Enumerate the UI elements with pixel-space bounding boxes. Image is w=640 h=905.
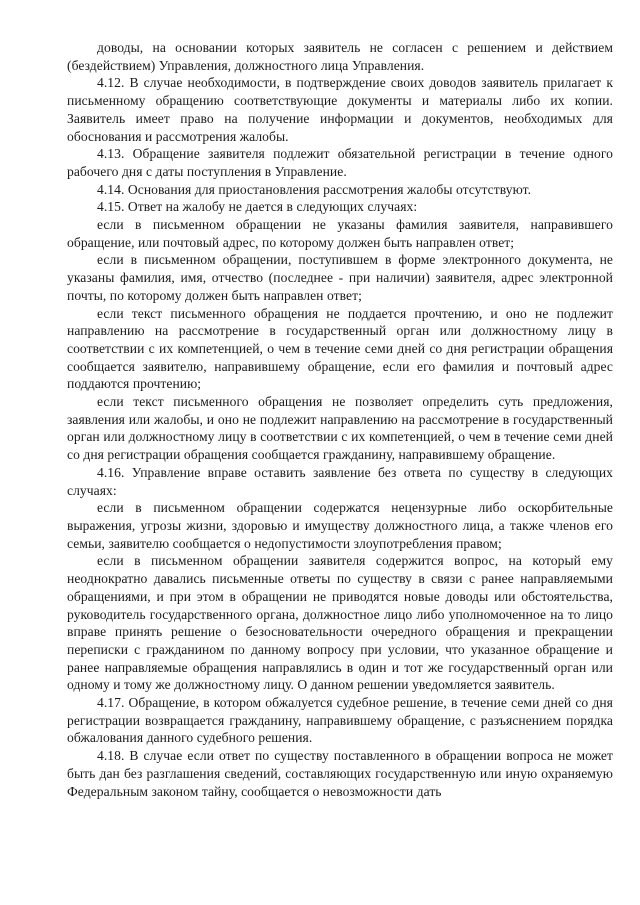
document-body	[67, 39, 613, 800]
list-item: если в письменном обращении, поступившем в форме электронного документа, не указаны фамилия, имя, отчество (последнее - при наличии) заявителя, адрес электронной почты, по которому должен быть направлен ответ;	[67, 252, 613, 303]
list-item: если в письменном обращении не указаны фамилия заявителя, направившего обращение, или почтовый адрес, по которому должен быть направлен ответ;	[67, 217, 613, 250]
paragraph-4-18: 4.18. В случае если ответ по существу поставленного в обращении вопроса не может быть дан без разглашения сведений, составляющих государственную или иную охраняемую Федеральным законом тайну, сообщается о невозможности дать	[67, 748, 613, 799]
paragraph-4-16: 4.16. Управление вправе оставить заявление без ответа по существу в следующих случаях:	[67, 464, 613, 498]
paragraph-4-17: 4.17. Обращение, в котором обжалуется судебное решение, в течение семи дней со дня регистрации возвращается гражданину, направившему обращение, с разъяснением порядка обжалования данного судебного решения.	[67, 695, 613, 746]
paragraph-continuation: доводы, на основании которых заявитель не согласен с решением и действием (бездействием) Управления, должностного лица Управления.	[67, 40, 613, 73]
paragraph-4-13: 4.13. Обращение заявителя подлежит обязательной регистрации в течение одного рабочего дня с даты поступления в Управление.	[67, 146, 613, 179]
paragraph-4-15: 4.15. Ответ на жалобу не дается в следующих случаях:	[97, 199, 418, 215]
list-item: если в письменном обращении содержатся нецензурные либо оскорбительные выражения, угрозы жизни, здоровью и имуществу должностного лица, а также членов его семьи, заявителю сообщается о недопустимости злоупотребления правом;	[67, 500, 613, 551]
paragraph-4-12: 4.12. В случае необходимости, в подтверждение своих доводов заявитель прилагает к письменному обращению соответствующие документы и материалы либо их копии. Заявитель имеет право на получение информации и документов, необходимых для обоснования и рассмотрения жалобы.	[67, 75, 613, 144]
paragraph-4-14: 4.14. Основания для приостановления рассмотрения жалобы отсутствуют.	[97, 181, 532, 197]
list-item: если текст письменного обращения не позволяет определить суть предложения, заявления или жалобы, и оно не подлежит направлению на рассмотрение в государственный орган или должностному лицу в соответствии с их компетенцией, о чем в течение семи дней со дня регистрации обращения сообщается гражданину, направившему обращение.	[67, 394, 613, 463]
list-item: если в письменном обращении заявителя содержится вопрос, на который ему неоднократно давались письменные ответы по существу в связи с ранее направляемыми обращениями, и при этом в обращении не приводятся новые доводы или обстоятельства, руководитель государственного органа, должностное лицо либо уполномоченное на то лицо вправе принять решение о безосновательности очередного обращения и прекращении переписки с гражданином по данному вопросу при условии, что указанное обращение и ранее направляемые обращения направлялись в один и тот же государственный орган или одному и тому же должностному лицу. О данном решении уведомляется заявитель.	[67, 553, 613, 693]
list-item: если текст письменного обращения не поддается прочтению, и оно не подлежит направлению на рассмотрение в государственный орган или должностному лицу в соответствии с их компетенцией, о чем в течение семи дней со дня регистрации обращения сообщается заявителю, направившему обращение, если его фамилия и почтовый адрес поддаются прочтению;	[67, 305, 613, 392]
